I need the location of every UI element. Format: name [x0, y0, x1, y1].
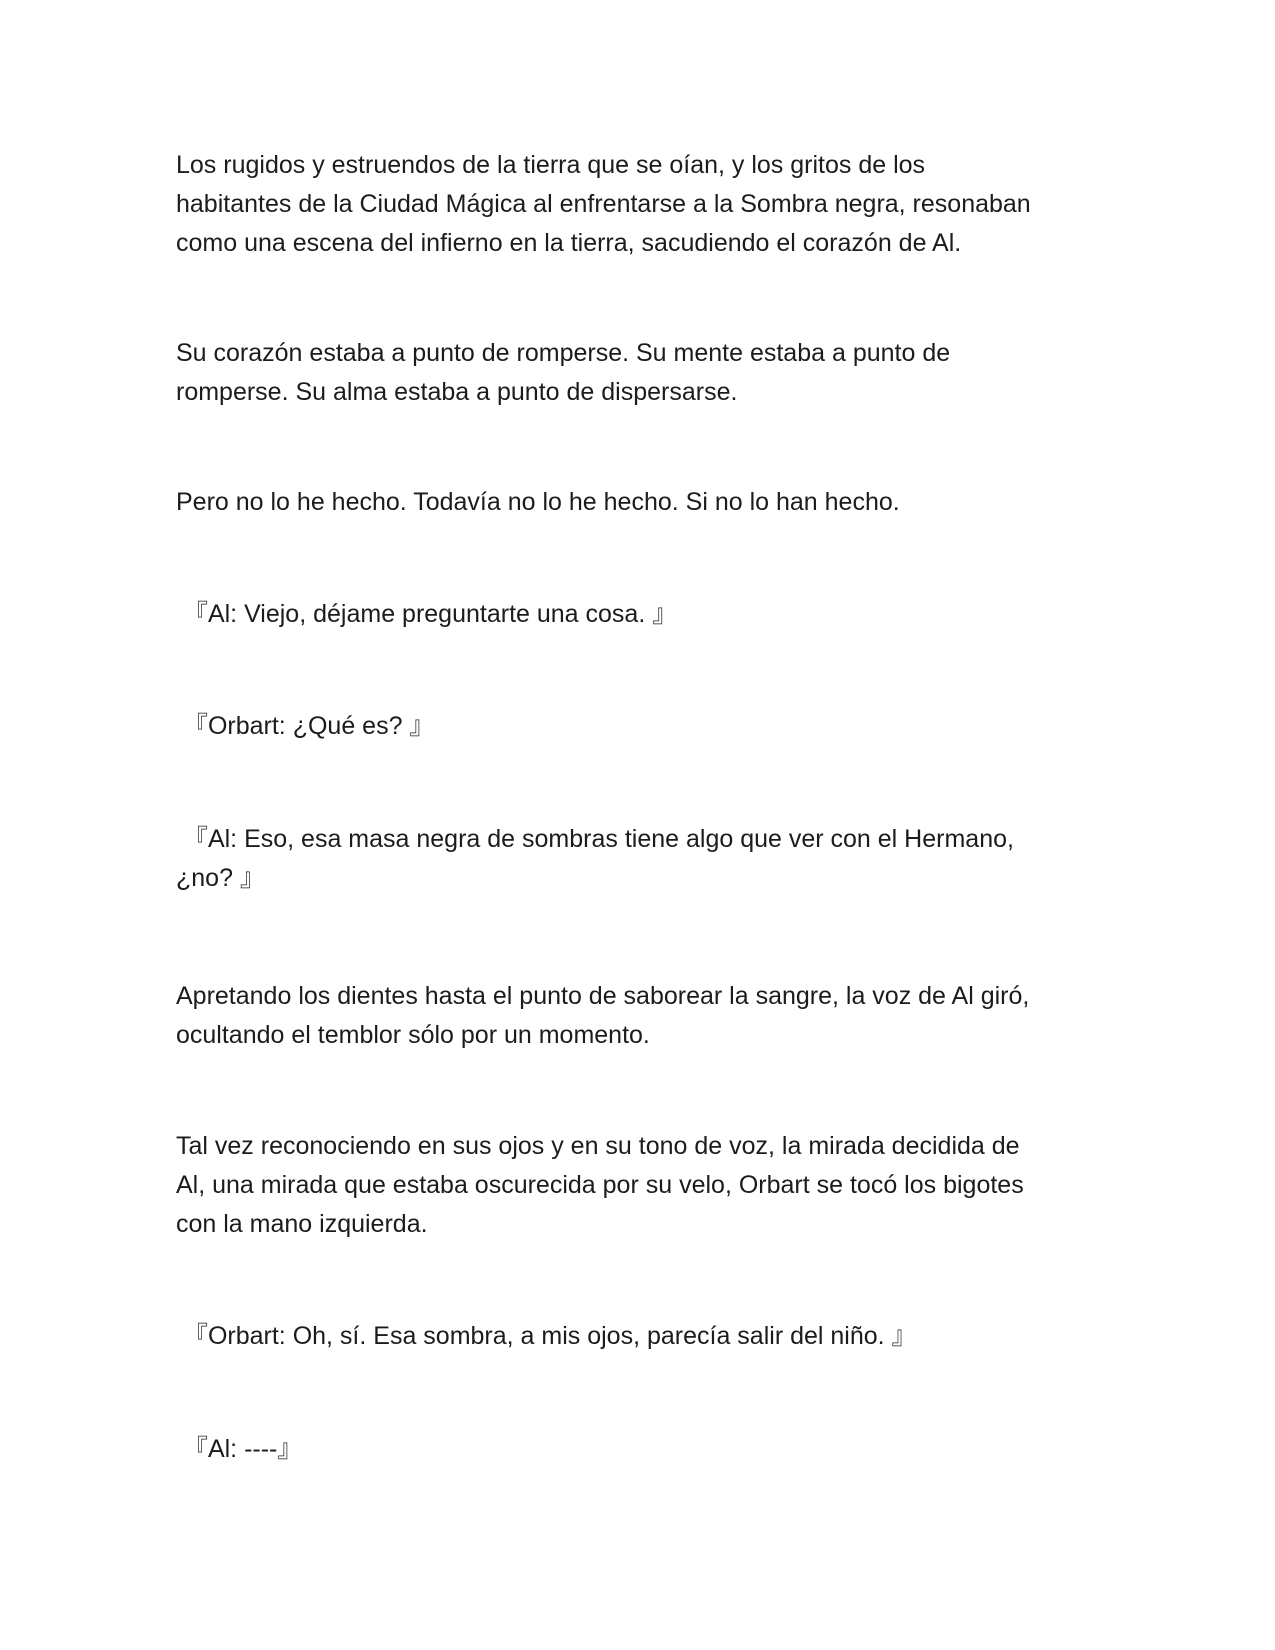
dialogue-orbart-2: 『Orbart: Oh, sí. Esa sombra, a mis ojos, parecía salir del niño. 』: [176, 1322, 917, 1350]
dialogue-orbart-1: 『Orbart: ¿Qué es? 』: [176, 712, 435, 740]
paragraph-4: Apretando los dientes hasta el punto de saborear la sangre, la voz de Al giró, ocultando el temblor sólo por un momento.: [176, 982, 1030, 1049]
paragraph-2: Su corazón estaba a punto de romperse. Su mente estaba a punto de romperse. Su alma estaba a punto de dispersarse.: [176, 339, 951, 406]
dialogue-al-3: 『Al: ----』: [176, 1435, 303, 1463]
dialogue-al-2: 『Al: Eso, esa masa negra de sombras tiene algo que ver con el Hermano, ¿no? 』: [176, 825, 1014, 892]
paragraph-3: Pero no lo he hecho. Todavía no lo he hecho. Si no lo han hecho.: [176, 488, 900, 516]
dialogue-al-1: 『Al: Viejo, déjame preguntarte una cosa. 』: [176, 600, 678, 628]
paragraph-1: Los rugidos y estruendos de la tierra que se oían, y los gritos de los habitantes de la Ciudad Mágica al enfrentarse a la Sombra negra, resonaban como una escena del infierno en la tierra, sacudiendo el corazón de Al.: [176, 151, 1031, 257]
paragraph-5: Tal vez reconociendo en sus ojos y en su tono de voz, la mirada decidida de Al, una mirada que estaba oscurecida por su velo, Orbart se tocó los bigotes con la mano izquierda.: [176, 1132, 1024, 1238]
